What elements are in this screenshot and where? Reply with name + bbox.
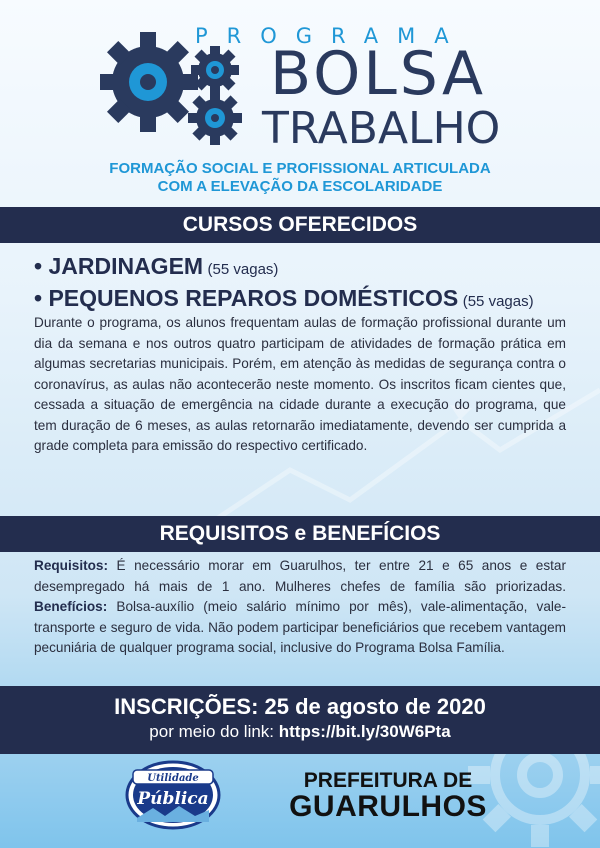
subtitle bbox=[0, 160, 600, 196]
cursos-heading: CURSOS OFERECIDOS bbox=[0, 207, 600, 243]
cursos-description: Durante o programa, os alunos frequentam aulas de formação profissional durante um dia da semana e nos outros quatro participam de atividades de formação prática em algumas secretarias municipais. Porém, em atenção às medidas de segurança contra o coronavírus, as aulas não acontecerão neste momento. Os inscritos ficam cientes que, cessada a situação de emergência na cidade durante a execução do programa, que tem duração de 6 meses, as aulas retornarão imediatamente, devendo ser cumprida a grade completa para emissão do respectivo certificado. bbox=[34, 315, 566, 453]
beneficios-label: Benefícios: bbox=[34, 599, 108, 614]
course-name: JARDINAGEM bbox=[48, 253, 204, 279]
link-prefix: por meio do link: bbox=[149, 722, 275, 741]
utilidade-publica-seal bbox=[125, 760, 221, 830]
prefeitura-logo bbox=[283, 770, 493, 822]
title-trabalho: TRABALHO bbox=[262, 103, 501, 154]
signup-link[interactable]: https://bit.ly/30W6Pta bbox=[278, 722, 451, 741]
seal-line-2: Pública bbox=[137, 789, 209, 809]
title-bolsa: BOLSA bbox=[270, 39, 487, 109]
requisitos-heading: REQUISITOS e BENEFÍCIOS bbox=[0, 516, 600, 552]
seal-line-1: Utilidade bbox=[147, 773, 199, 784]
course-bullet: • bbox=[34, 253, 49, 279]
course-vagas: (55 vagas) bbox=[207, 261, 279, 278]
program-label: PROGRAMA bbox=[195, 24, 468, 48]
inscricoes-link-line bbox=[0, 720, 600, 744]
course-item bbox=[34, 285, 534, 312]
requisitos-label: Requisitos: bbox=[34, 558, 109, 573]
requisitos-body: É necessário morar em Guarulhos, ter entre 21 e 65 anos e estar desempregado há mais de 1 ano. Mulheres chefes de família são priorizadas. bbox=[34, 558, 566, 594]
requisitos-text bbox=[34, 556, 566, 659]
prefeitura-line-1: PREFEITURA DE bbox=[303, 769, 473, 792]
beneficios-body: Bolsa-auxílio (meio salário mínimo por mês), vale-alimentação, vale-transporte e seguro de vida. Não podem participar beneficiários que recebem vantagem pecuniária de qualquer programa social, inclusive do Programa Bolsa Família. bbox=[34, 599, 567, 655]
course-item bbox=[34, 253, 278, 280]
course-bullet: • bbox=[34, 285, 49, 311]
inscricoes-band bbox=[0, 686, 600, 754]
subtitle-line-1: FORMAÇÃO SOCIAL E PROFISSIONAL ARTICULADA bbox=[109, 160, 491, 177]
prefeitura-line-2: GUARULHOS bbox=[289, 790, 487, 823]
course-name: PEQUENOS REPAROS DOMÉSTICOS bbox=[48, 285, 459, 311]
subtitle-line-2: COM A ELEVAÇÃO DA ESCOLARIDADE bbox=[157, 178, 443, 195]
course-vagas: (55 vagas) bbox=[462, 293, 534, 310]
inscricoes-title: INSCRIÇÕES: 25 de agosto de 2020 bbox=[114, 694, 486, 719]
